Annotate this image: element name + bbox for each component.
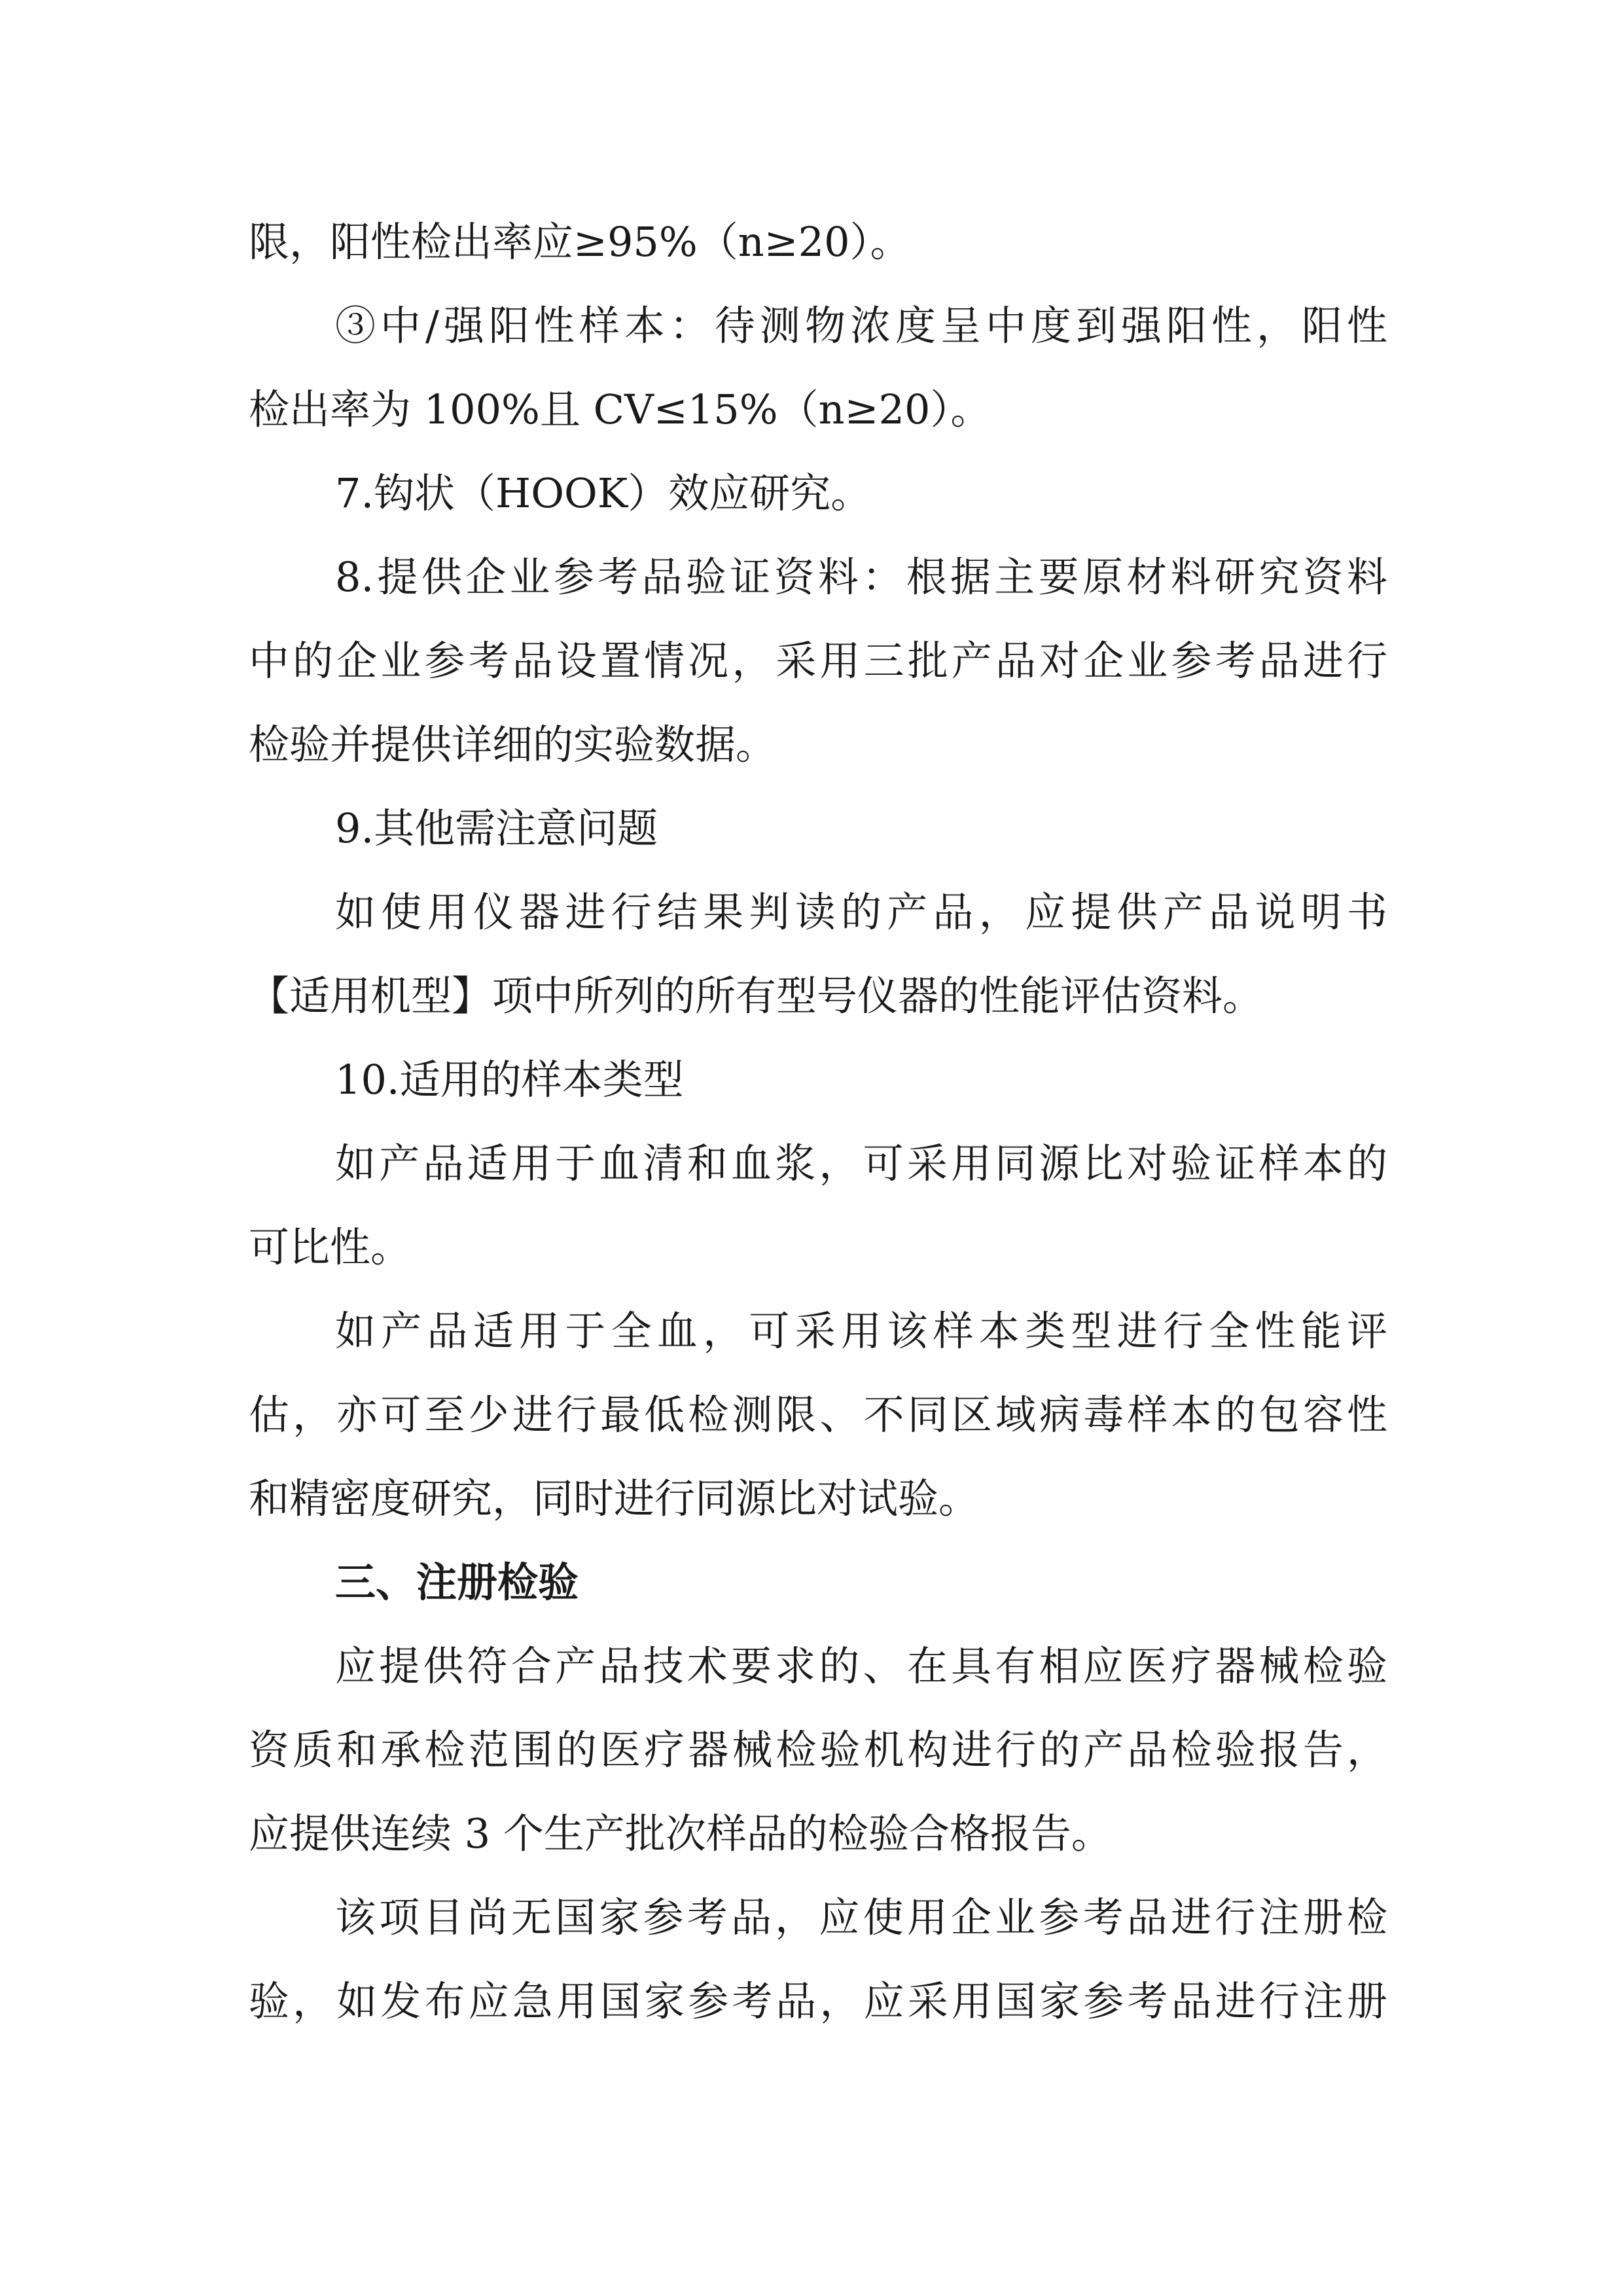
text-line: 应提供连续 3 个生产批次样品的检验合格报告。 [249, 1810, 1112, 1857]
text-line: 7.钩状（HOOK）效应研究。 [335, 469, 872, 517]
text-line: 估，亦可至少进行最低检测限、不同区域病毒样本的包容性 [249, 1391, 1387, 1439]
text-line: ③中/强阳性样本：待测物浓度呈中度到强阳性，阳性 [335, 302, 1387, 350]
text-line: 9.其他需注意问题 [335, 804, 658, 852]
text-line: 如使用仪器进行结果判读的产品，应提供产品说明书 [335, 888, 1387, 936]
text-line: 检出率为 100%且 CV≤15%（n≥20）。 [249, 386, 991, 433]
text-line: 应提供符合产品技术要求的、在具有相应医疗器械检验 [335, 1642, 1387, 1690]
text-line: 如产品适用于全血，可采用该样本类型进行全性能评 [335, 1307, 1387, 1355]
text-line: 10.适用的样本类型 [335, 1056, 684, 1103]
text-line: 该项目尚无国家参考品，应使用企业参考品进行注册检 [335, 1893, 1387, 1941]
text-line: 中的企业参考品设置情况，采用三批产品对企业参考品进行 [249, 637, 1387, 685]
text-line: 【适用机型】项中所列的所有型号仪器的性能评估资料。 [249, 972, 1264, 1020]
text-line: 验，如发布应急用国家参考品，应采用国家参考品进行注册 [249, 1977, 1387, 2025]
section-heading: 三、注册检验 [335, 1558, 579, 1606]
text-line: 如产品适用于血清和血浆，可采用同源比对验证样本的 [335, 1139, 1387, 1187]
text-line: 和精密度研究，同时进行同源比对试验。 [249, 1475, 980, 1522]
text-line: 可比性。 [249, 1223, 412, 1271]
text-line: 限，阳性检出率应≥95%（n≥20）。 [249, 218, 911, 266]
text-line: 资质和承检范围的医疗器械检验机构进行的产品检验报告， [249, 1726, 1387, 1774]
text-line: 8.提供企业参考品验证资料：根据主要原材料研究资料 [335, 553, 1387, 601]
text-line: 检验并提供详细的实验数据。 [249, 721, 777, 768]
